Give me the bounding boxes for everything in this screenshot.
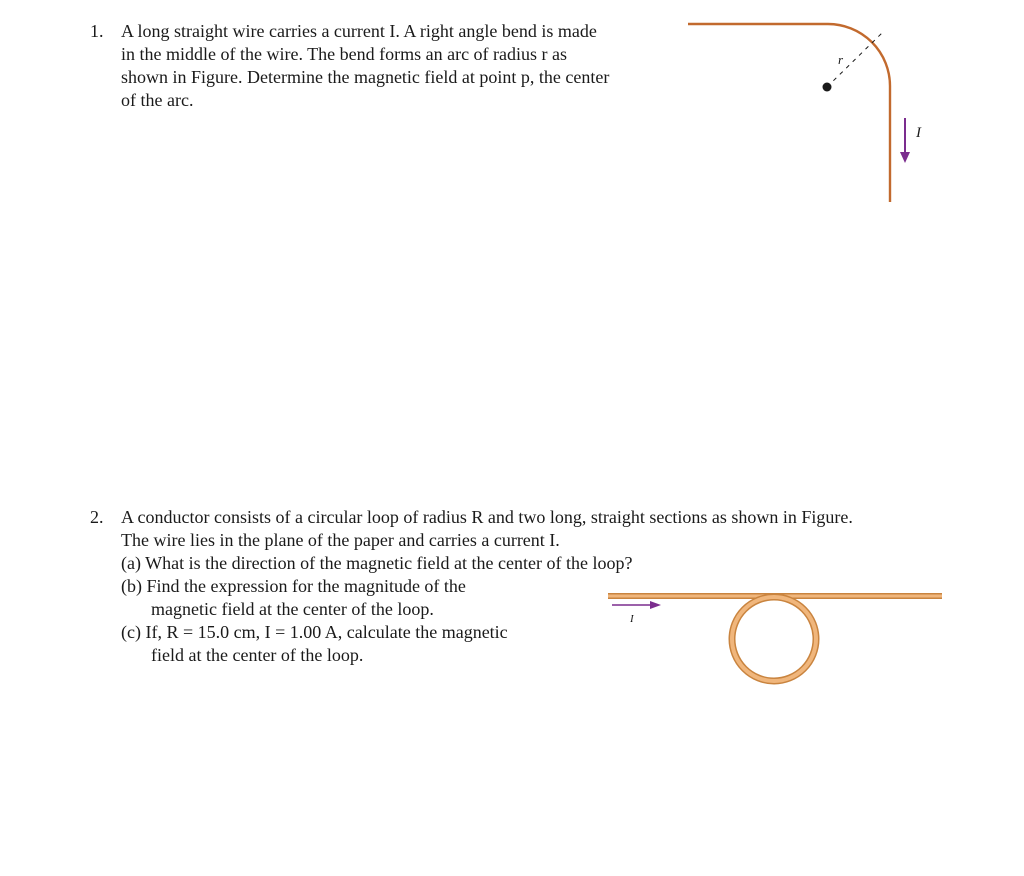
problem-2-part-b-cont: magnetic field at the center of the loop.: [151, 599, 434, 619]
problem-2-line: The wire lies in the plane of the paper and carries a current I.: [121, 530, 560, 550]
problem-1-line: in the middle of the wire. The bend forms an arc of radius r as: [121, 44, 568, 64]
problem-2-part-b: (b) Find the expression for the magnitude of the: [121, 576, 466, 596]
current-arrow-head: [650, 601, 661, 609]
problem-1-line: of the arc.: [121, 90, 194, 110]
problem-2-part-a: (a) What is the direction of the magnetic field at the center of the loop?: [121, 553, 633, 573]
problem-2-line: A conductor consists of a circular loop of radius R and two long, straight sections as shown in Figure.: [121, 507, 853, 527]
problem-1-line: A long straight wire carries a current I. A right angle bend is made: [121, 21, 597, 41]
problem-2-part-c-cont: field at the center of the loop.: [151, 645, 364, 665]
problem-2-number: 2.: [90, 507, 104, 527]
current-label: I: [630, 613, 634, 625]
problem-1-line: shown in Figure. Determine the magnetic field at point p, the center: [121, 67, 610, 87]
circular-loop: [732, 597, 816, 681]
problem-2-part-c: (c) If, R = 15.0 cm, I = 1.00 A, calculate the magnetic: [121, 622, 508, 642]
radius-label: r: [838, 52, 844, 67]
current-label: I: [916, 125, 921, 141]
problem-1-number: 1.: [90, 21, 104, 41]
